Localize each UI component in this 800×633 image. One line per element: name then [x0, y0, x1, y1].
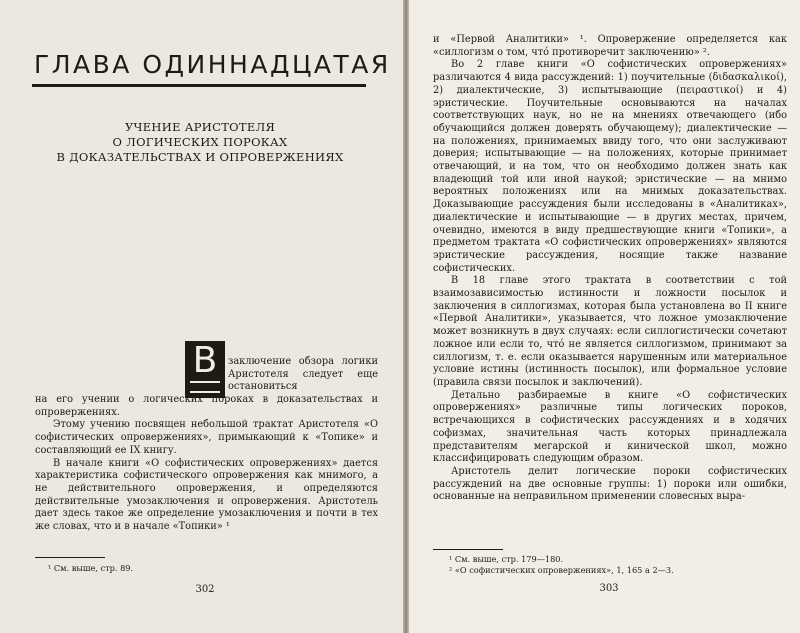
paragraph: Этому учению посвящен небольшой трактат Аристотеля «О софистических опровержениях», примыкающий к «Топике» и составляющий ее IX книгу.: [35, 419, 378, 456]
paragraph: Аристотель делит логические пороки софистических рассуждений на две основные группы: 1) пороки или ошибки, основанные на неправильном применении словесных выра-: [433, 465, 787, 503]
drop-cap-ornament: [190, 381, 220, 393]
footnote: ¹ См. выше, стр. 89.: [48, 563, 134, 573]
chapter-title: ГЛАВА ОДИННАДЦАТАЯ: [34, 50, 391, 79]
subtitle-line: О ЛОГИЧЕСКИХ ПОРОКАХ: [112, 135, 288, 149]
footnote: ² «О софистических опровержениях», 1, 165 а 2—3.: [449, 565, 674, 575]
drop-cap: [185, 341, 225, 398]
left-page-body: [35, 394, 378, 534]
right-page-body: [433, 34, 787, 504]
paragraph: В начале книги «О софистических опровержениях» дается характеристика софистического опровержения как мнимого, а не действительного опровержения, и определяются действительные умозаключения и опровержения. Аристотель дает здесь такое же определение умозаключения и почти в тех же словах, что и в начале «Топики» ¹: [35, 457, 378, 533]
intro-paragraph: заключение обзора логики Аристотеля следует еще остановиться: [228, 356, 378, 393]
page-number: 302: [195, 584, 215, 595]
chapter-title-rule: [32, 84, 366, 87]
footnote-rule: [35, 557, 105, 558]
drop-cap-letter: В: [192, 340, 218, 381]
right-page: [409, 0, 800, 633]
page-number: 303: [599, 583, 619, 594]
footnote-rule: [433, 549, 503, 550]
paragraph: на его учении о логических пороках в доказательствах и опровержениях.: [35, 394, 378, 418]
paragraph: и «Первой Аналитики» ¹. Опровержение определяется как «силлогизм о том, что́ противоречит заключению» ².: [433, 34, 787, 58]
footnote: ¹ См. выше, стр. 179—180.: [449, 554, 564, 564]
intro-text: [228, 356, 378, 394]
paragraph: В 18 главе этого трактата в соответствии с той взаимозависимостью истинности и ложности посылок и заключения в силлогизмах, которая была установлена во II книге «Первой Аналитики», указывается, что ложное умозаключение может возникнуть в двух случаях: если силлогистически сочетают ложное или если то, что́ не является силлогизмом, принимают за силлогизм, т. е. если оказывается нарушенным или материальное условие истины (истинность посылок), или формальное условие (правила связи посылок и заключений).: [433, 275, 787, 388]
paragraph: Детально разбираемые в книге «О софистических опровержениях» различные типы логических пороков, встречающихся в софистических рассуждениях и в ходячих софизмах, значительная часть которых принадлежала представителям мегарской и кинической школ, можно классифицировать следующим образом.: [433, 389, 787, 465]
chapter-subtitle: [40, 120, 360, 165]
subtitle-line: В ДОКАЗАТЕЛЬСТВАХ И ОПРОВЕРЖЕНИЯХ: [56, 150, 344, 164]
subtitle-line: УЧЕНИЕ АРИСТОТЕЛЯ: [124, 120, 276, 134]
paragraph: Во 2 главе книги «О софистических опровержениях» различаются 4 вида рассуждений: 1) поучительные (διδασκαλικοί), 2) диалектические, 3) испытывающие (πειραστικοί) и 4) эристические. Поучительные основываются на началах соответствующих наук, но не на мнениях отвечающего (ибо обучающийся должен доверять обучающему); диалектические — на положениях, принимаемых ввиду того, что они заслуживают доверия; испытывающие — на положениях, которые принимает отвечающий, и на том, что он необходимо должен знать как владеющий той или иной наукой; эристические — на мнимо вероятных положениях или на мнимых доказательствах. Доказывающие рассуждения были исследованы в «Аналитиках», диалектические и испытывающие — в других местах, причем, очевидно, имеются в виду предшествующие книги «Топики», а предметом трактата «О софистических опровержениях» являются эристические рассуждения, носящие также название софистических.: [433, 59, 787, 274]
